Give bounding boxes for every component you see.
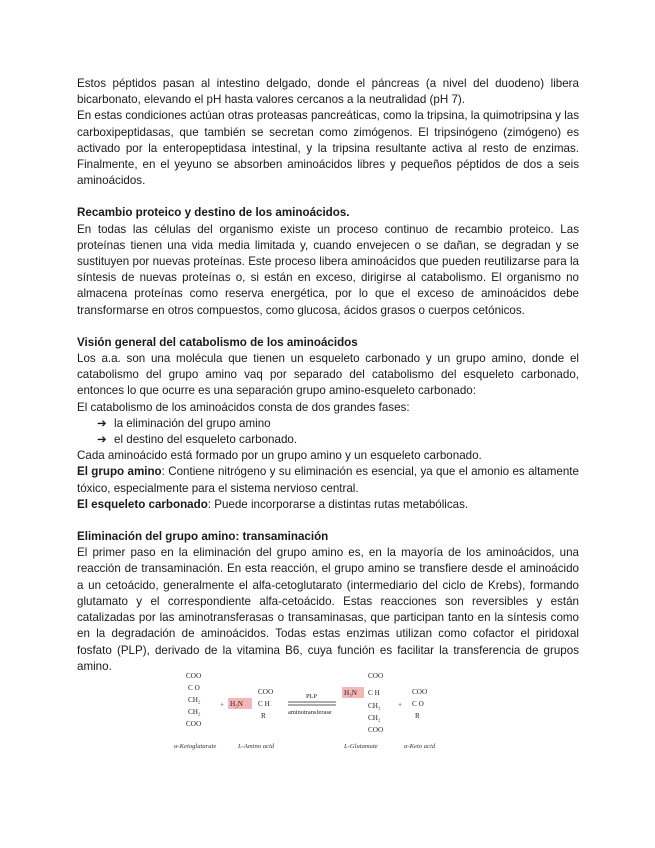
ketoacid-line: R [415,712,420,720]
intro-paragraph-2: En estas condiciones actúan otras proteasas pancreáticas, como la tripsina, la quimotripsina y las carboxipeptidasas, que también se secretan como zimógenos. El tripsinógeno (zimógeno) es activado por la enteropeptidasa intestinal, y la tripsina resultante activa al resto de enzimas. Finalmente, en el yeyuno se absorben aminoácidos libres y pequeños péptidos de dos a seis aminoácidos. [77,109,580,188]
glutamate-line: COO [368,672,384,680]
ketoglutarate-line: C O [188,684,200,692]
list-item-text: la eliminación del grupo amino [114,416,271,430]
enzyme-label: aminotransferase [288,709,332,716]
amino-group-text: : Contiene nitrógeno y su eliminación es esencial, ya que el amonio es altamente tóxico, especialmente para el sistema nervioso central. [77,465,579,495]
ketoglutarate-line: COO [186,672,202,680]
phases-list [77,416,579,448]
plus-sign: + [398,701,403,709]
skeleton-text: : Puede incorporarse a distintas rutas metabólicas. [207,497,469,511]
amino-acid-line: C H [258,700,270,708]
caption-amino-acid: L-Amino acid [238,743,275,750]
ketoacid-line: C O [412,700,424,708]
reaction-svg [172,668,472,752]
caption-ketoglutarate: α-Ketoglutarate [174,743,217,750]
list-item-text: el destino del esqueleto carbonado. [114,433,298,447]
amino-group-term: El grupo amino [77,465,162,479]
list-item [97,416,579,432]
arrow-right-icon: ➔ [97,416,107,430]
vision-paragraph-2: El catabolismo de los aminoácidos consta de dos grandes fases: [77,400,410,414]
amino-group-label: H₃N [230,700,243,708]
amino-group-paragraph [77,464,579,496]
recambio-paragraph: En todas las células del organismo existe un proceso continuo de recambio proteico. Las proteínas tienen una vida media limitada y, cuando envejecen o se dañan, se degradan y se sustituyen por nuevas proteínas. Este proceso libera aminoácidos que pueden reutilizarse para la síntesis de nuevas proteínas o, si están en exceso, dirigirse al catabolismo. El organismo no almacena proteínas como reserva energética, por lo que el exceso de aminoácidos debe transformarse en otros compuestos, como glucosa, ácidos grasos o cuerpos cetónicos. [77,222,579,317]
glutamate-line: COO [368,726,384,734]
glutamate-amino-label: H₃N [344,689,357,697]
transamination-reaction-figure [172,668,472,752]
plus-sign: + [220,701,225,709]
amino-acid-line: R [261,712,266,720]
vision-paragraph-1: Los a.a. son una molécula que tienen un esqueleto carbonado y un grupo amino, donde el catabolismo del grupo amino vaq por separado del catabolismo del esqueleto carbonado, entonces lo que ocurre es una separación grupo amino-esqueleto carbonado: [77,352,579,398]
ketoglutarate-line: CH₂ [188,708,201,716]
skeleton-paragraph [77,497,579,513]
skeleton-term: El esqueleto carbonado [77,497,208,511]
section-heading-recambio: Recambio proteico y destino de los aminoácidos. [77,206,350,220]
section-heading-transaminacion: Eliminación del grupo amino: transaminación [77,530,329,544]
ketoglutarate-line: CH₂ [188,696,201,704]
document-body [77,76,579,675]
ketoacid-line: COO [412,688,428,696]
glutamate-line: C H [368,689,380,697]
caption-glutamate: L-Glutamate [344,743,378,750]
ketoglutarate-line: COO [186,720,202,728]
transaminacion-paragraph: El primer paso en la eliminación del grupo amino es, en la mayoría de los aminoácidos, una reacción de transaminación. En esta reacción, el grupo amino se transfiere desde el aminoácido a un cetoácido, generalmente el alfa-cetoglutarato (intermediario del ciclo de Krebs), formando glutamato y el correspondiente alfa-cetoácido. Estas reacciones son reversibles y están catalizadas por las aminotransferasas o transaminasas, que participan tanto en la síntesis como en la degradación de aminoácidos. Todas estas enzimas utilizan como cofactor el piridoxal fosfato (PLP), derivado de la vitamina B6, cuya función es facilitar la transferencia de grupos amino. [77,546,579,673]
arrow-right-icon: ➔ [97,433,107,447]
amino-acid-line: COO [258,688,274,696]
list-item [97,432,579,448]
cofactor-label: PLP [306,693,318,700]
section-heading-vision: Visión general del catabolismo de los aminoácidos [77,335,358,349]
vision-paragraph-3: Cada aminoácido está formado por un grupo amino y un esqueleto carbonado. [77,449,482,463]
caption-keto-acid: α-Keto acid [404,743,436,750]
glutamate-line: CH₂ [368,714,381,722]
intro-paragraph-1: Estos péptidos pasan al intestino delgado, donde el páncreas (a nivel del duodeno) libera bicarbonato, elevando el pH hasta valores cercanos a la neutralidad (pH 7). [77,77,579,107]
glutamate-line: CH₂ [368,702,381,710]
